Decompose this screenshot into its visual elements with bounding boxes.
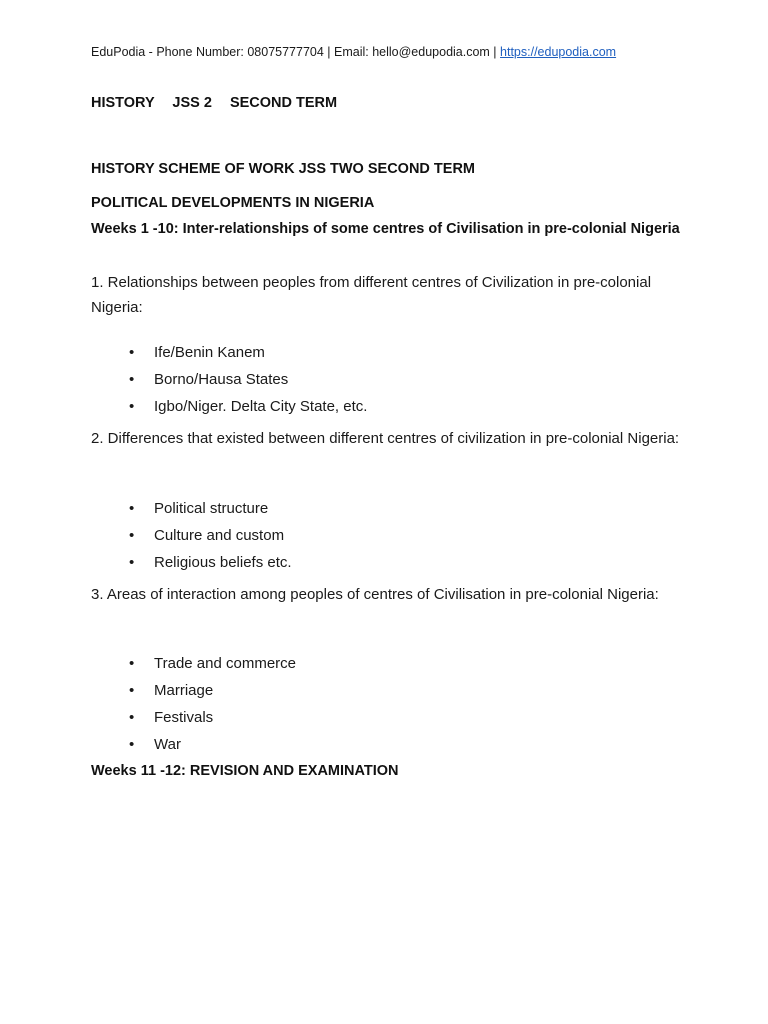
list-item-text: Festivals: [154, 709, 214, 726]
bullet-list-relationships: [129, 343, 367, 424]
list-item: [129, 370, 367, 397]
list-item: [129, 654, 296, 681]
weeks-1-10-heading: Weeks 1 -10: Inter-relationships of some centres of Civilisation in pre-colonial Nigeria: [91, 221, 680, 237]
list-item: [129, 681, 296, 708]
weeks-11-12-heading: Weeks 11 -12: REVISION AND EXAMINATION: [91, 763, 399, 779]
paragraph-differences: 2. Differences that existed between different centres of civilization in pre-colonial Nigeria:: [91, 430, 680, 447]
list-item-text: Political structure: [154, 500, 269, 517]
list-item: [129, 526, 292, 553]
list-item: [129, 735, 296, 762]
title-class: JSS 2: [172, 95, 212, 111]
header-website-link[interactable]: https://edupodia.com: [500, 45, 617, 59]
bullet-list-differences: [129, 499, 292, 580]
list-item: [129, 397, 367, 424]
header-contact-text: EduPodia - Phone Number: 08075777704 | Email: hello@edupodia.com |: [91, 45, 501, 59]
paragraph-interactions: 3. Areas of interaction among peoples of centres of Civilisation in pre-colonial Nigeria:: [91, 586, 659, 603]
list-item-text: Marriage: [154, 682, 214, 699]
bullet-icon: •: [129, 344, 135, 361]
list-item-text: Religious beliefs etc.: [154, 554, 292, 571]
bullet-icon: •: [129, 682, 135, 699]
section-heading: POLITICAL DEVELOPMENTS IN NIGERIA: [91, 195, 375, 211]
title-term: SECOND TERM: [229, 95, 338, 111]
bullet-icon: •: [129, 527, 135, 544]
paragraph-relationships: 1. Relationships between peoples from different centres of Civilization in pre-colonial Nigeria:: [91, 274, 652, 316]
bullet-list-interactions: [129, 654, 296, 762]
list-item: [129, 499, 292, 526]
bullet-icon: •: [129, 709, 135, 726]
list-item: [129, 553, 292, 580]
bullet-icon: •: [129, 736, 135, 753]
bullet-icon: •: [129, 500, 135, 517]
title-subject: HISTORY: [91, 95, 155, 111]
header-contact-line: [91, 45, 616, 59]
bullet-icon: •: [129, 655, 135, 672]
scheme-heading: HISTORY SCHEME OF WORK JSS TWO SECOND TERM: [91, 161, 476, 177]
list-item-text: Ife/Benin Kanem: [154, 344, 265, 361]
list-item-text: Borno/Hausa States: [154, 371, 289, 388]
list-item: [129, 708, 296, 735]
bullet-icon: •: [129, 398, 135, 415]
document-title: [91, 95, 337, 111]
list-item-text: Culture and custom: [154, 527, 285, 544]
list-item-text: Trade and commerce: [154, 655, 297, 672]
list-item-text: Igbo/Niger. Delta City State, etc.: [154, 398, 368, 415]
bullet-icon: •: [129, 554, 135, 571]
list-item-text: War: [154, 736, 181, 753]
list-item: [129, 343, 367, 370]
bullet-icon: •: [129, 371, 135, 388]
